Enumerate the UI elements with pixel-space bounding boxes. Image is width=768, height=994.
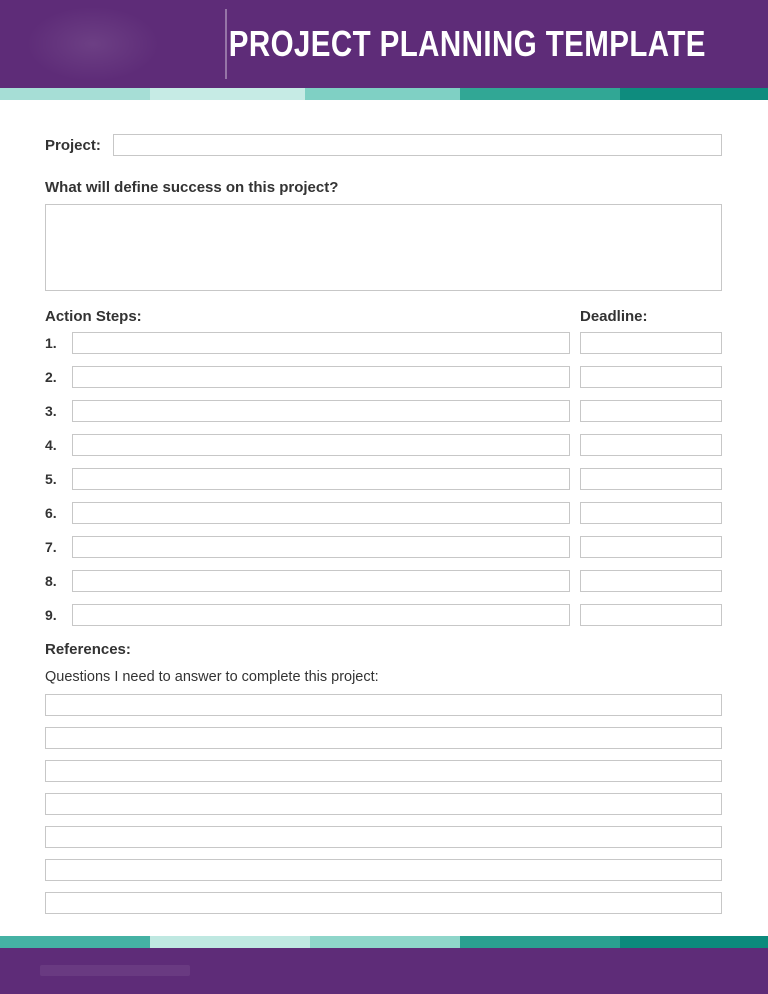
question-input-7[interactable]: [45, 892, 722, 914]
step-number: 7.: [45, 539, 57, 555]
stripe-segment: [620, 88, 768, 100]
action-steps-label: Action Steps:: [45, 308, 142, 325]
deadline-input-7[interactable]: [580, 536, 722, 558]
project-label: Project:: [45, 136, 101, 154]
step-number: 1.: [45, 335, 57, 351]
action-step-input-8[interactable]: [72, 570, 570, 592]
question-input-4[interactable]: [45, 793, 722, 815]
step-row: [45, 502, 722, 524]
questions-label: Questions I need to answer to complete this project:: [45, 669, 379, 685]
decorative-stripe-top: [0, 88, 768, 100]
step-row: [45, 536, 722, 558]
step-number: 4.: [45, 437, 57, 453]
success-textarea[interactable]: [45, 204, 722, 291]
action-step-input-7[interactable]: [72, 536, 570, 558]
project-row: [45, 134, 722, 156]
footer-banner: [0, 948, 768, 994]
step-row: [45, 366, 722, 388]
stripe-segment: [460, 936, 620, 948]
stripe-segment: [0, 936, 150, 948]
success-question-label: What will define success on this project?: [45, 179, 339, 196]
action-step-input-2[interactable]: [72, 366, 570, 388]
action-step-input-6[interactable]: [72, 502, 570, 524]
step-number: 2.: [45, 369, 57, 385]
deadline-input-4[interactable]: [580, 434, 722, 456]
stripe-segment: [150, 936, 310, 948]
deadline-input-8[interactable]: [580, 570, 722, 592]
deadline-input-3[interactable]: [580, 400, 722, 422]
question-input-1[interactable]: [45, 694, 722, 716]
page-title: PROJECT PLANNING TEMPLATE: [228, 23, 706, 64]
questions-list: [45, 694, 722, 914]
action-step-input-3[interactable]: [72, 400, 570, 422]
stripe-segment: [620, 936, 768, 948]
question-input-2[interactable]: [45, 727, 722, 749]
step-row: [45, 604, 722, 626]
step-number: 9.: [45, 607, 57, 623]
action-step-input-4[interactable]: [72, 434, 570, 456]
form-body: [0, 100, 768, 936]
stripe-segment: [310, 936, 460, 948]
footer-watermark: [40, 965, 190, 976]
logo-watermark: [26, 6, 160, 82]
question-input-3[interactable]: [45, 760, 722, 782]
question-input-5[interactable]: [45, 826, 722, 848]
deadline-input-5[interactable]: [580, 468, 722, 490]
question-input-6[interactable]: [45, 859, 722, 881]
step-row: [45, 332, 722, 354]
step-number: 3.: [45, 403, 57, 419]
step-row: [45, 570, 722, 592]
action-step-input-9[interactable]: [72, 604, 570, 626]
stripe-segment: [460, 88, 620, 100]
action-step-input-5[interactable]: [72, 468, 570, 490]
header-banner: [0, 0, 768, 88]
deadline-label: Deadline:: [580, 308, 648, 325]
stripe-segment: [150, 88, 305, 100]
step-number: 8.: [45, 573, 57, 589]
stripe-segment: [0, 88, 150, 100]
decorative-stripe-bottom: [0, 936, 768, 948]
references-label: References:: [45, 641, 131, 658]
deadline-input-1[interactable]: [580, 332, 722, 354]
step-row: [45, 468, 722, 490]
step-row: [45, 434, 722, 456]
deadline-input-6[interactable]: [580, 502, 722, 524]
header-divider: [225, 9, 227, 79]
project-input[interactable]: [113, 134, 722, 156]
action-step-input-1[interactable]: [72, 332, 570, 354]
deadline-input-2[interactable]: [580, 366, 722, 388]
action-steps-list: [45, 332, 722, 626]
step-number: 6.: [45, 505, 57, 521]
step-row: [45, 400, 722, 422]
step-number: 5.: [45, 471, 57, 487]
stripe-segment: [305, 88, 460, 100]
deadline-input-9[interactable]: [580, 604, 722, 626]
steps-header: [45, 308, 722, 325]
